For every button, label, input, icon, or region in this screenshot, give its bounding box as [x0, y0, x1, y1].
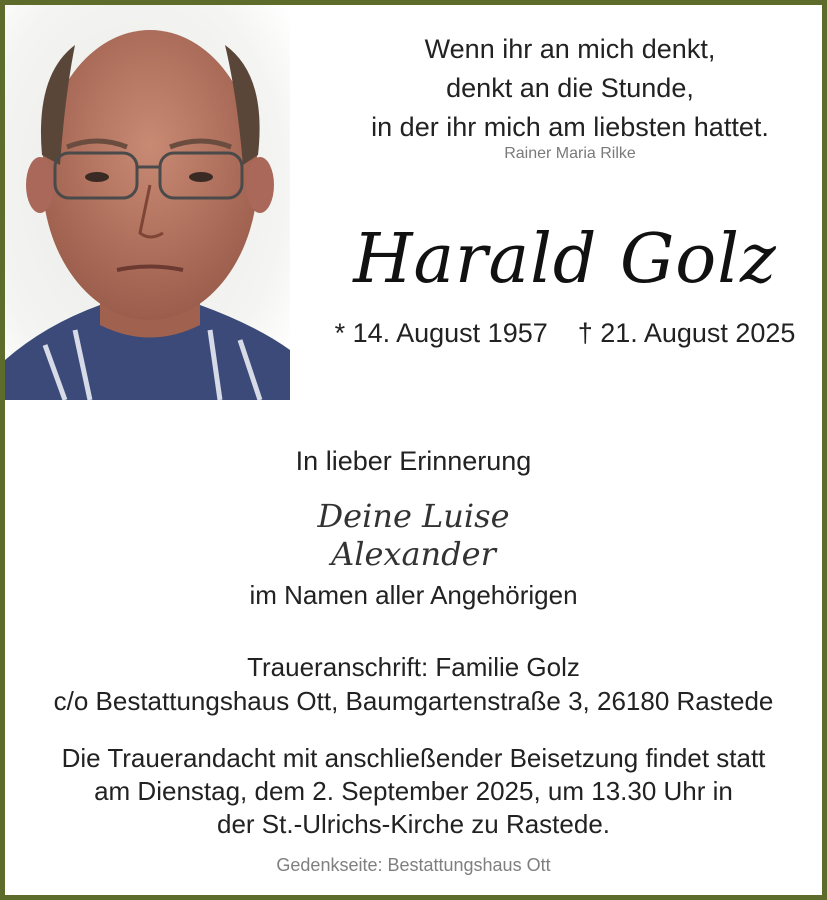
address-line: c/o Bestattungshaus Ott, Baumgartenstraße 3, 26180 Rastede — [53, 686, 774, 716]
quote-author: Rainer Maria Rilke — [504, 145, 636, 162]
life-dates — [310, 318, 820, 349]
portrait-photo — [5, 5, 290, 400]
quote-line: in der ihr mich am liebsten hattet. — [371, 112, 769, 142]
signer-name: Deine Luise — [317, 497, 510, 535]
signer-name: Alexander — [331, 535, 496, 573]
service-info — [0, 742, 827, 841]
quote — [320, 30, 820, 147]
signers — [0, 497, 827, 573]
relatives-note: im Namen aller Angehörigen — [249, 580, 578, 610]
service-line: am Dienstag, dem 2. September 2025, um 13.30 Uhr in — [94, 776, 733, 806]
birth-date: * 14. August 1957 — [334, 318, 548, 348]
quote-line: Wenn ihr an mich denkt, — [424, 34, 716, 64]
service-line: Die Trauerandacht mit anschließender Beisetzung findet statt — [61, 743, 766, 773]
remembrance-heading: In lieber Erinnerung — [295, 446, 532, 476]
death-date: † 21. August 2025 — [577, 318, 796, 348]
quote-line: denkt an die Stunde, — [446, 73, 694, 103]
mourning-address — [0, 650, 827, 718]
memorial-page-link[interactable]: Gedenkseite: Bestattungshaus Ott — [276, 855, 551, 875]
deceased-name: Harald Golz — [353, 220, 777, 299]
service-line: der St.-Ulrichs-Kirche zu Rastede. — [216, 809, 611, 839]
address-line: Traueranschrift: Familie Golz — [247, 652, 580, 682]
